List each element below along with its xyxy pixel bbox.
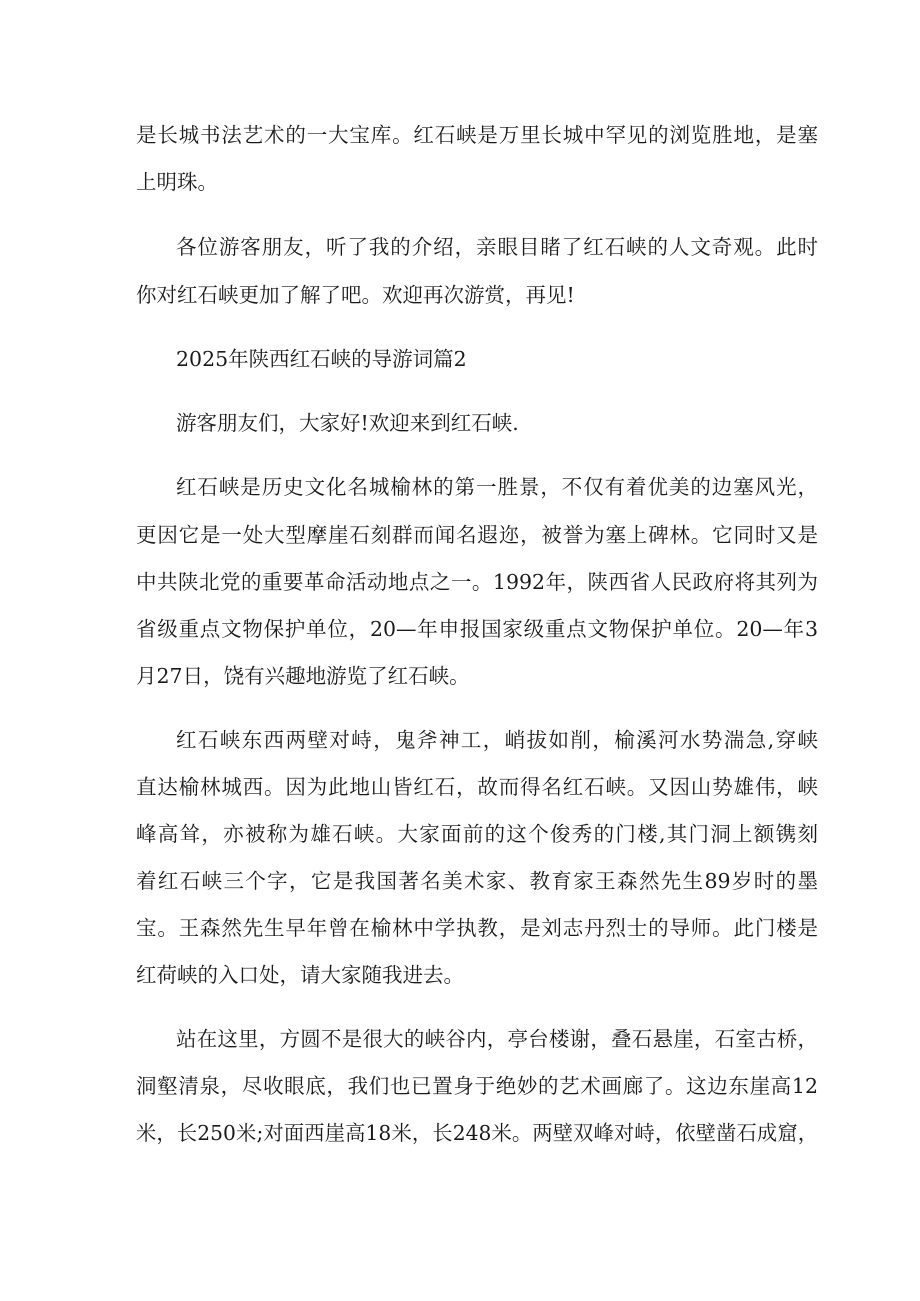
text-line: 你对红石峡更加了解了吧。欢迎再次游赏，再见! [136,283,575,307]
text-line: 红石峡是历史文化名城榆林的第一胜景，不仅有着优美的边塞风光， [176,475,818,499]
text-line: 米，长250米;对面西崖高18米，长248米。两壁双峰对峙，依壁凿石成窟， [136,1121,818,1145]
text-line: 峰高耸，亦被称为雄石峡。大家面前的这个俊秀的门楼,其门洞上额镌刻 [136,822,818,846]
text-line: 月27日，饶有兴趣地游览了红石峡。 [136,664,470,688]
text-line: 站在这里，方圆不是很大的峡谷内，亭台楼谢，叠石悬崖，石室古桥， [176,1027,818,1051]
text-line: 是长城书法艺术的一大宝库。红石峡是万里长城中罕见的浏览胜地，是塞 [136,123,818,147]
text-line: 省级重点文物保护单位，20—年申报国家级重点文物保护单位。20—年3 [136,617,818,641]
text-line: 红石峡东西两壁对峙，鬼斧神工，峭拔如削，榆溪河水势湍急,穿峡 [176,728,818,752]
text-line: 上明珠。 [136,170,218,194]
text-line: 更因它是一处大型摩崖石刻群而闻名遐迩，被誉为塞上碑林。它同时又是 [136,523,818,547]
text-line: 着红石峡三个字，它是我国著名美术家、教育家王森然先生89岁时的墨 [136,869,818,893]
text-line: 直达榆林城西。因为此地山皆红石，故而得名红石峡。又因山势雄伟，峡 [136,775,818,799]
text-line: 红荷峡的入口处，请大家随我进去。 [136,963,464,987]
text-line: 宝。王森然先生早年曾在榆林中学执教，是刘志丹烈士的导师。此门楼是 [136,916,818,940]
text-line: 洞壑清泉，尽收眼底，我们也已置身于绝妙的艺术画廊了。这边东崖高12 [136,1074,818,1098]
text-line: 中共陕北党的重要革命活动地点之一。1992年，陕西省人民政府将其列为 [136,570,818,594]
section-heading: 2025年陕西红石峡的导游词篇2 [176,347,467,371]
text-line: 各位游客朋友，听了我的介绍，亲眼目睹了红石峡的人文奇观。此时 [176,235,818,259]
text-line: 游客朋友们，大家好!欢迎来到红石峡. [176,411,519,435]
